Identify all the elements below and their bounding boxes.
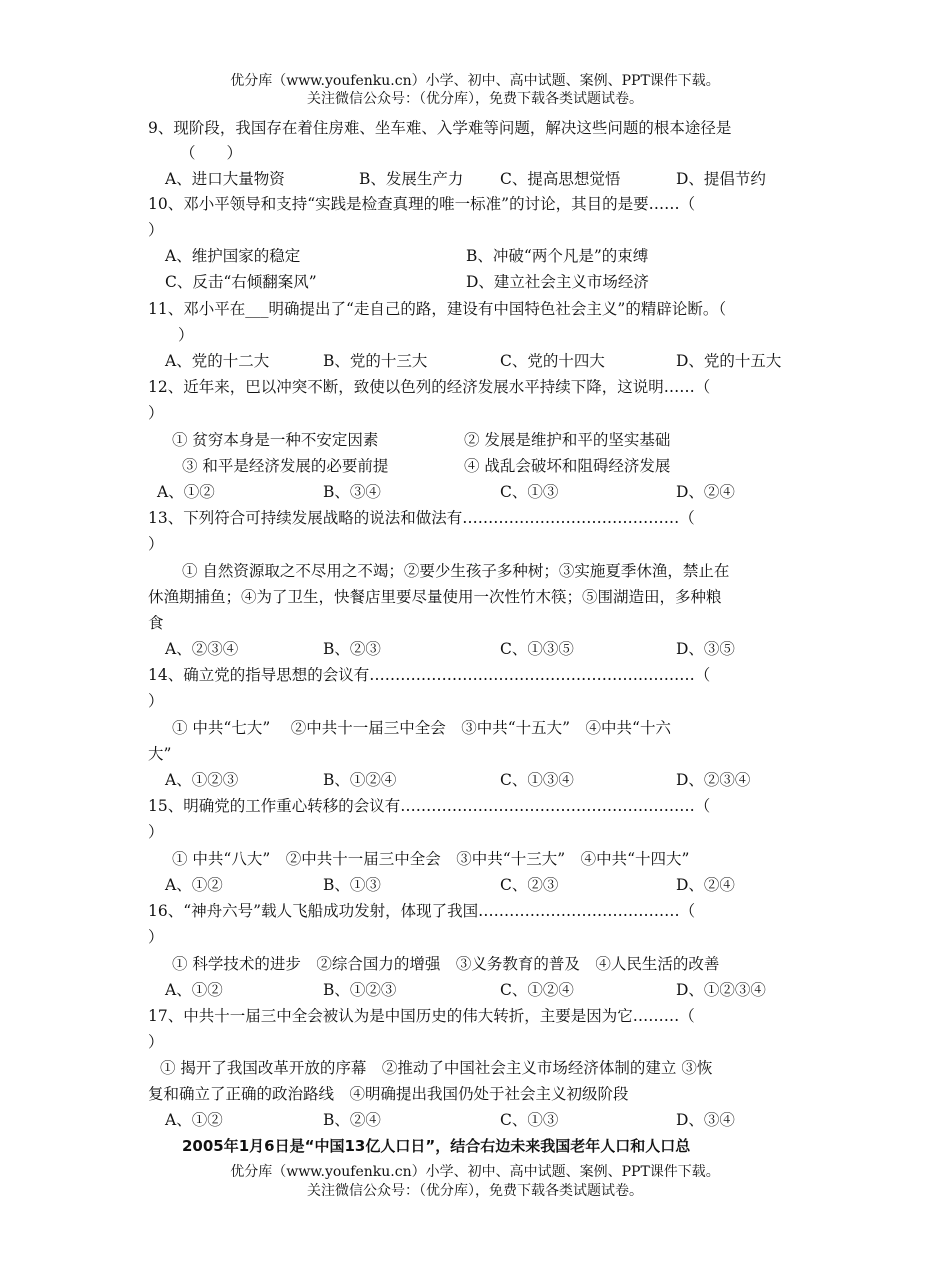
q10-option-b: B、冲破“两个凡是”的束缚 — [466, 247, 649, 265]
q18-intro: 2005年1月6日是“中国13亿人口日”，结合右边未来我国老年人口和人口总 — [182, 1137, 691, 1155]
footer-line-2: 关注微信公众号：（优分库），免费下载各类试题试卷。 — [307, 1183, 643, 1199]
q14-option-b: B、①②④ — [323, 771, 397, 789]
q14-body-2: 大” — [148, 745, 172, 763]
q9-option-b: B、发展生产力 — [359, 170, 464, 188]
q9-option-d: D、提倡节约 — [676, 170, 766, 188]
q11-option-a: A、党的十二大 — [165, 352, 270, 370]
q15-option-b: B、①③ — [323, 876, 381, 894]
q17-body-2: 复和确立了正确的政治路线 ④明确提出我国仍处于社会主义初级阶段 — [148, 1085, 629, 1103]
q12-item-3: ③ 和平是经济发展的必要前提 — [182, 457, 389, 475]
q16-option-a: A、①② — [165, 981, 223, 999]
q15-option-a: A、①② — [165, 876, 223, 894]
q13-option-d: D、③⑤ — [676, 640, 735, 658]
q12-item-1: ① 贫穷本身是一种不安定因素 — [172, 431, 379, 449]
q13-body-2: 休渔期捕鱼；④为了卫生，快餐店里要尽量使用一次性竹木筷；⑤围湖造田，多种粮 — [148, 588, 722, 606]
q10-option-d: D、建立社会主义市场经济 — [466, 273, 649, 291]
q16-option-b: B、①②③ — [323, 981, 397, 999]
q17-option-b: B、②④ — [323, 1111, 381, 1129]
q14-paren: ） — [148, 692, 164, 710]
q14-option-d: D、②③④ — [676, 771, 751, 789]
q12-item-4: ④ 战乱会破坏和阻碍经济发展 — [464, 457, 671, 475]
q11-paren: ） — [178, 326, 194, 344]
q15-option-d: D、②④ — [676, 876, 735, 894]
q9-paren: （ ） — [180, 144, 243, 162]
q11-option-b: B、党的十三大 — [323, 352, 428, 370]
q15-option-c: C、②③ — [500, 876, 559, 894]
q14-stem: 14、确立党的指导思想的会议有………………………………………………………（ — [148, 666, 711, 684]
q12-option-a: A、①② — [157, 483, 215, 501]
q9-stem: 9、现阶段，我国存在着住房难、坐车难、入学难等问题，解决这些问题的根本途径是 — [148, 119, 732, 137]
q12-stem: 12、近年来，巴以冲突不断，致使以色列的经济发展水平持续下降，这说明……（ — [148, 378, 711, 396]
header-line-1: 优分库（www.youfenku.cn）小学、初中、高中试题、案例、PPT课件下载。 — [230, 73, 720, 89]
q9-option-a: A、进口大量物资 — [165, 170, 285, 188]
q15-stem: 15、明确党的工作重心转移的会议有…………………………………………………（ — [148, 797, 711, 815]
q14-option-a: A、①②③ — [165, 771, 239, 789]
q16-option-d: D、①②③④ — [676, 981, 766, 999]
q11-stem: 11、邓小平在___明确提出了“走自己的路，建设有中国特色社会主义”的精辟论断。（ — [148, 300, 727, 318]
q14-option-c: C、①③④ — [500, 771, 574, 789]
q16-body-1: ① 科学技术的进步 ②综合国力的增强 ③义务教育的普及 ④人民生活的改善 — [172, 955, 720, 973]
q17-option-d: D、③④ — [676, 1111, 735, 1129]
q13-paren: ） — [148, 535, 164, 553]
q13-body-3: 食 — [148, 614, 164, 632]
q13-option-c: C、①③⑤ — [500, 640, 574, 658]
q9-option-c: C、提高思想觉悟 — [500, 170, 621, 188]
q16-stem: 16、“神舟六号”载人飞船成功发射，体现了我国…………………………………（ — [148, 902, 696, 920]
q14-body-1: ① 中共“七大” ②中共十一届三中全会 ③中共“十五大” ④中共“十六 — [172, 719, 671, 737]
q13-option-b: B、②③ — [323, 640, 381, 658]
q17-paren: ） — [148, 1033, 164, 1051]
q17-body-1: ① 揭开了我国改革开放的序幕 ②推动了中国社会主义市场经济体制的建立 ③恢 — [160, 1059, 713, 1077]
q17-stem: 17、中共十一届三中全会被认为是中国历史的伟大转折，主要是因为它………（ — [148, 1007, 695, 1025]
q12-item-2: ② 发展是维护和平的坚实基础 — [464, 431, 671, 449]
header-line-2: 关注微信公众号：（优分库），免费下载各类试题试卷。 — [307, 91, 643, 107]
q17-option-c: C、①③ — [500, 1111, 559, 1129]
q12-option-d: D、②④ — [676, 483, 735, 501]
footer-line-1: 优分库（www.youfenku.cn）小学、初中、高中试题、案例、PPT课件下载。 — [230, 1164, 720, 1180]
q10-option-c: C、反击“右倾翻案风” — [165, 273, 317, 291]
q13-stem: 13、下列符合可持续发展战略的说法和做法有……………………………………（ — [148, 509, 695, 527]
q11-option-c: C、党的十四大 — [500, 352, 605, 370]
q15-paren: ） — [148, 823, 164, 841]
q11-option-d: D、党的十五大 — [676, 352, 782, 370]
q15-body-1: ① 中共“八大” ②中共十一届三中全会 ③中共“十三大” ④中共“十四大” — [172, 850, 690, 868]
q13-option-a: A、②③④ — [165, 640, 239, 658]
q12-paren: ） — [148, 404, 164, 422]
q13-body-1: ① 自然资源取之不尽用之不竭；②要少生孩子多种树；③实施夏季休渔，禁止在 — [182, 562, 730, 580]
q16-paren: ） — [148, 928, 164, 946]
q10-option-a: A、维护国家的稳定 — [165, 247, 301, 265]
q10-paren: ） — [148, 221, 164, 239]
q17-option-a: A、①② — [165, 1111, 223, 1129]
q12-option-c: C、①③ — [500, 483, 559, 501]
q10-stem: 10、邓小平领导和支持“实践是检查真理的唯一标准”的讨论，其目的是要……（ — [148, 195, 696, 213]
q16-option-c: C、①②④ — [500, 981, 574, 999]
q12-option-b: B、③④ — [323, 483, 381, 501]
